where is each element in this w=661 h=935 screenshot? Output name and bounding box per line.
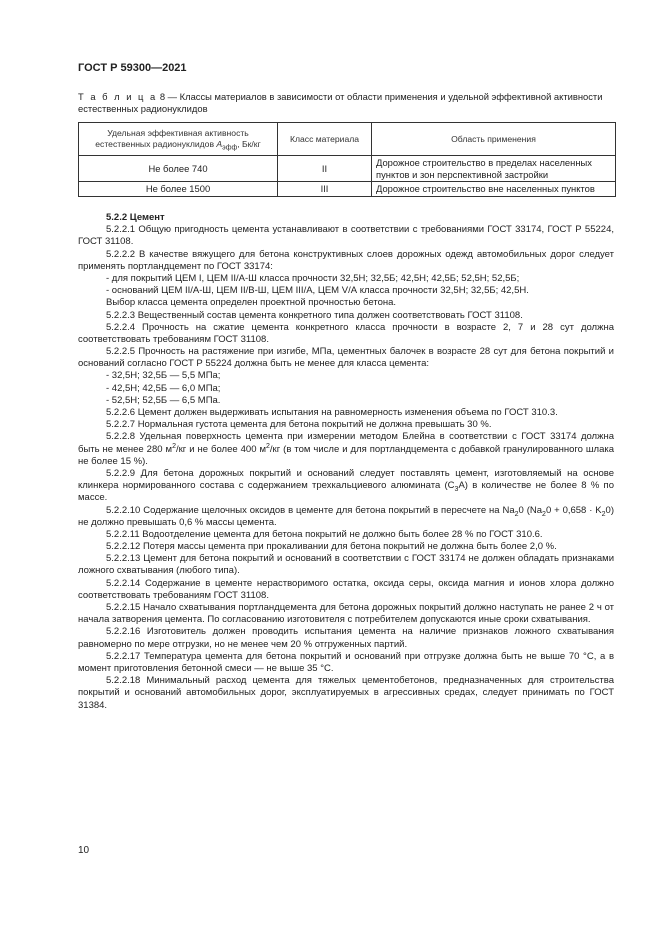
paragraph: 5.2.2.12 Потеря массы цемента при прокаливании для бетона покрытий не должна быть более 2,0 %. [106, 541, 557, 553]
header-class: Класс материала [278, 123, 372, 156]
paragraph: 5.2.2.4 Прочность на сжатие цемента конкретного класса прочности в возрасте 2, 7 и 28 сут должна соответствовать требованиям ГОСТ 31108. [78, 321, 614, 345]
cell-area: Дорожное строительство в пределах населенных пунктов и зон перспективной застройки [372, 156, 616, 182]
header-area: Область применения [372, 123, 616, 156]
paragraph: Выбор класса цемента определен проектной прочностью бетона. [106, 297, 397, 309]
table-caption-text: 8 — Классы материалов в зависимости от области применения и удельной эффективной активности естественных радионуклидов [78, 91, 603, 114]
paragraph: 5.2.2.3 Вещественный состав цемента конкретного типа должен соответствовать ГОСТ 31108. [106, 309, 523, 321]
paragraph: 5.2.2.15 Начало схватывания портландцемента для бетона дорожных покрытий должно наступать не ранее 2 ч от начала затворения цемента. По согласованию изготовителя с потребителем допускаются иные сроки схватывания. [78, 602, 614, 626]
table-row [79, 156, 616, 182]
table-caption-lead: Т а б л и ц а [78, 91, 158, 102]
paragraph: 5.2.2.10 Содержание щелочных оксидов в цементе для бетона покрытий в пересчете на $Na_20$ $(Na_20 + 0,658 \cdot K_20)$ не должно превышать 0,6 % массы цемента. [78, 504, 614, 528]
list-item: - оснований ЦЕМ II/А-Ш, ЦЕМ II/В-Ш, ЦЕМ III/А, ЦЕМ V/А класса прочности 32,5Н; 32,5Б; 42,5Н. [106, 285, 529, 297]
paragraph: 5.2.2.2 В качестве вяжущего для бетона конструктивных слоев дорожных одежд автомобильных дорог следует применять портландцемент по ГОСТ 33174: [78, 248, 614, 272]
table-caption [78, 91, 618, 115]
table-header-row [79, 123, 616, 156]
header-activity: Удельная эффективная активность естественных радионуклидов $А_{эфф}$, Бк/кг [79, 123, 278, 156]
paragraph: 5.2.2.14 Содержание в цементе нерастворимого остатка, оксида серы, оксида магния и ионов хлора должно соответствовать требованиям ГОСТ 31108. [78, 577, 614, 601]
page-number: 10 [78, 845, 90, 856]
paragraph: 5.2.2.5 Прочность на растяжение при изгибе, МПа, цементных балочек в возрасте 28 сут для бетона покрытий и оснований согласно ГОСТ Р 55224 должна быть не менее для класса цемента: [78, 346, 614, 370]
paragraph: 5.2.2.9 Для бетона дорожных покрытий и оснований следует поставлять цемент, изготовляемый на основе клинкера нормированного состава с содержанием трехкальциевого алюмината $(С_3А)$ в количестве не более 8 % по массе. [78, 467, 614, 504]
paragraph: 5.2.2.16 Изготовитель должен проводить испытания цемента на наличие признаков ложного схватывания равномерно по мере отгрузки, но не менее чем 20 % отгруженных партий. [78, 626, 614, 650]
materials-class-table [78, 122, 616, 197]
paragraph: 5.2.2.18 Минимальный расход цемента для тяжелых цементобетонов, предназначенных для строительства покрытий и оснований автомобильных дорог, эксплуатируемых в агрессивных средах, следует принимать по ГОСТ 31384. [78, 675, 614, 711]
table-row [79, 182, 616, 197]
cell-area: Дорожное строительство вне населенных пунктов [372, 182, 616, 197]
paragraph: 5.2.2.13 Цемент для бетона покрытий и оснований в соответствии с ГОСТ 33174 не должен обладать признаками ложного схватывания (любого типа). [78, 553, 614, 577]
paragraph: 5.2.2.8 Удельная поверхность цемента при измерении методом Блейна в соответствии с ГОСТ 33174 должна быть не менее 280 $м^2/кг$ и не более 400 $м^2/кг$ (в том числе и для портландцемента с добавкой гранулированного шлака не более 15 %). [78, 431, 615, 467]
cell-activity: Не более 1500 [79, 182, 278, 197]
paragraph: 5.2.2.7 Нормальная густота цемента для бетона покрытий не должна превышать 30 %. [106, 419, 492, 431]
list-item: - 52,5Н; 52,5Б — 6,5 МПа. [106, 394, 221, 406]
list-item: - 42,5Н; 42,5Б — 6,0 МПа; [106, 382, 221, 394]
cell-activity: Не более 740 [79, 156, 278, 182]
section-heading: 5.2.2 Цемент [106, 212, 165, 223]
cell-class: II [278, 156, 372, 182]
list-item: - для покрытий ЦЕМ I, ЦЕМ II/А-Ш класса прочности 32,5Н; 32,5Б; 42,5Н; 42,5Б; 52,5Н; 52,5Б; [106, 272, 520, 284]
paragraph: 5.2.2.17 Температура цемента для бетона покрытий и оснований при отгрузке должна быть не выше 70 °С, а в момент приготовления бетонной смеси — не выше 35 °С. [78, 650, 614, 674]
cell-class: III [278, 182, 372, 197]
paragraph: 5.2.2.6 Цемент должен выдерживать испытания на равномерность изменения объема по ГОСТ 310.3. [106, 407, 558, 418]
paragraph: 5.2.2.11 Водоотделение цемента для бетона покрытий не должно быть более 28 % по ГОСТ 310.6. [106, 528, 543, 540]
paragraph: 5.2.2.1 Общую пригодность цемента устанавливают в соответствии с требованиями ГОСТ 33174, ГОСТ Р 55224, ГОСТ 31108. [78, 224, 614, 248]
list-item: - 32,5Н; 32,5Б — 5,5 МПа; [106, 370, 221, 382]
document-body [78, 212, 614, 712]
document-header: ГОСТ Р 59300—2021 [78, 62, 187, 74]
